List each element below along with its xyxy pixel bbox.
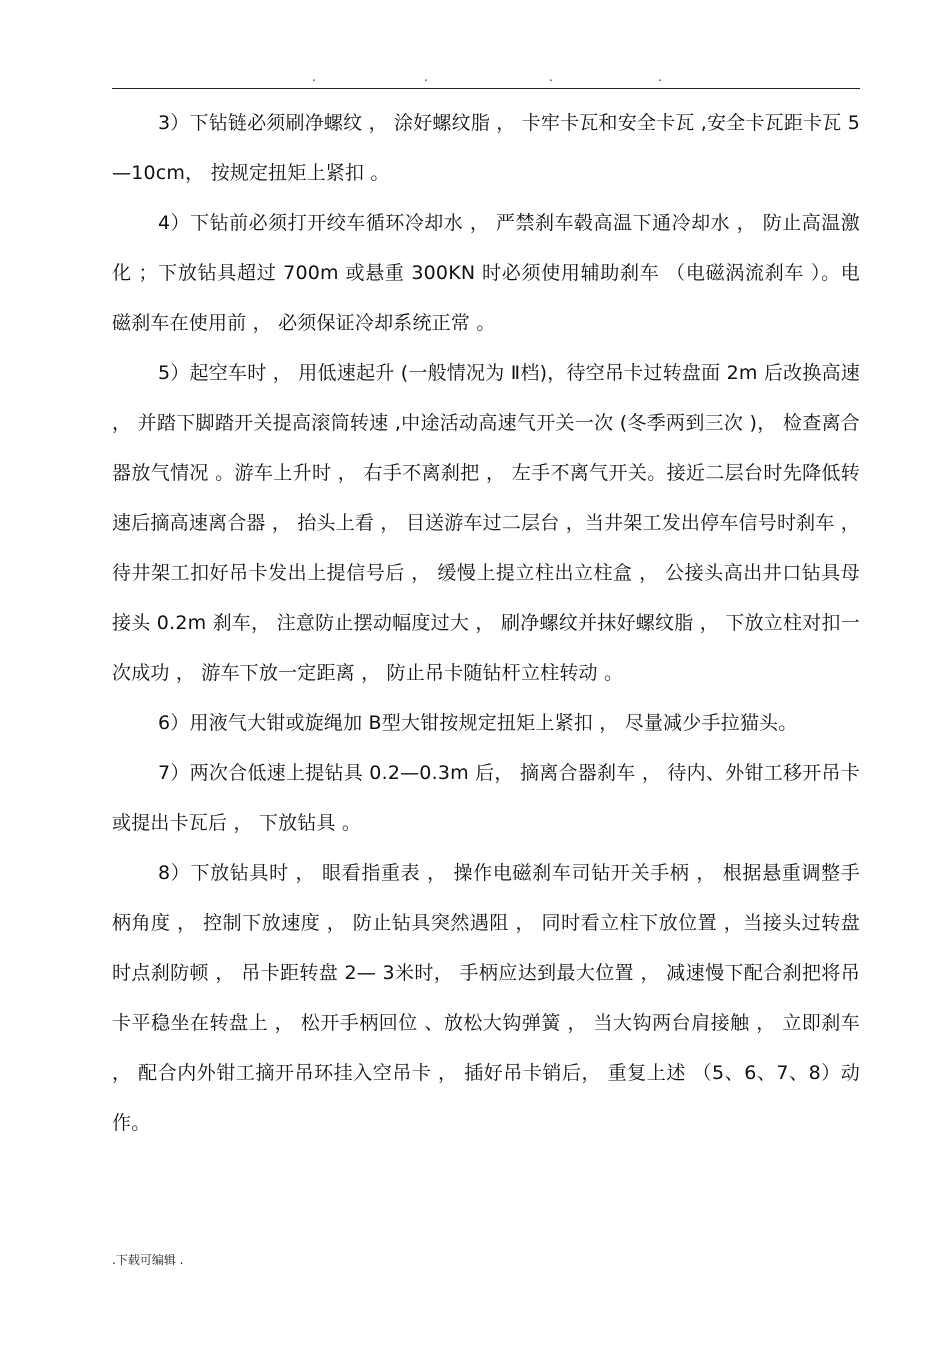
header-dot: . [312,70,316,84]
paragraph-step-6: 6）用液气大钳或旋绳加 B型大钳按规定扭矩上紧扣 ， 尽量减少手拉猫头。 [158,712,798,734]
paragraph-step-8: 8）下放钻具时 ， 眼看指重表 ， 操作电磁刹车司钻开关手柄 ， 根据悬重调整手柄角度 ， 控制下放速度 ， 防止钻具突然遇阻 ， 同时看立柱下放位置 ，当接头过转盘时点刹防顿 ， 吊卡距转盘 2— 3米时， 手柄应达到最大位置 ， 减速慢下配合刹把将吊卡平稳坐在转盘上 ， 松开手柄回位 、放松大钩弹簧 ， 当大钩两台肩接触 ， 立即刹车 ， 配合内外钳工摘开吊环挂入空吊卡 ， 插好吊卡销后， 重复上述 （5、6、7、8）动作。 [112,862,860,1134]
header-dot: . [658,70,662,84]
header-dots [0,70,950,84]
header-dot: . [549,70,553,84]
document-body [112,98,860,1148]
header-rule [112,88,860,89]
header-dot: . [424,70,428,84]
paragraph-step-3: 3）下钻链必须刷净螺纹 ， 涂好螺纹脂 ， 卡牢卡瓦和安全卡瓦 ,安全卡瓦距卡瓦 5—10cm， 按规定扭矩上紧扣 。 [112,112,860,184]
paragraph-step-5: 5）起空车时 ， 用低速起升 (一般情况为 Ⅱ档)，待空吊卡过转盘面 2m 后改换高速 ， 并踏下脚踏开关提高滚筒转速 ,中途活动高速气开关一次 (冬季两到三次 )， 检查离合器放气情况 。游车上升时 ， 右手不离刹把 ， 左手不离气开关。接近二层台时先降低转速后摘高速离合器 ， 抬头上看 ， 目送游车过二层台 ，当井架工发出停车信号时刹车 ， 待井架工扣好吊卡发出上提信号后 ， 缓慢上提立柱出立柱盒 ， 公接头高出井口钻具母接头 0.2m 刹车， 注意防止摆动幅度过大 ， 刷净螺纹并抹好螺纹脂 ， 下放立柱对扣一次成功 ， 游车下放一定距离 ， 防止吊卡随钻杆立柱转动 。 [112,362,860,684]
footer-note: .下载可编辑 . [112,1253,184,1267]
paragraph-step-7: 7）两次合低速上提钻具 0.2—0.3m 后， 摘离合器刹车 ， 待内、外钳工移开吊卡或提出卡瓦后 ， 下放钻具 。 [112,762,860,834]
paragraph-step-4: 4）下钻前必须打开绞车循环冷却水 ， 严禁刹车毂高温下通冷却水 ， 防止高温激化 ；下放钻具超过 700m 或悬重 300KN 时必须使用辅助刹车 （电磁涡流刹车 ）。电磁刹车在使用前 ， 必须保证冷却系统正常 。 [112,212,860,334]
